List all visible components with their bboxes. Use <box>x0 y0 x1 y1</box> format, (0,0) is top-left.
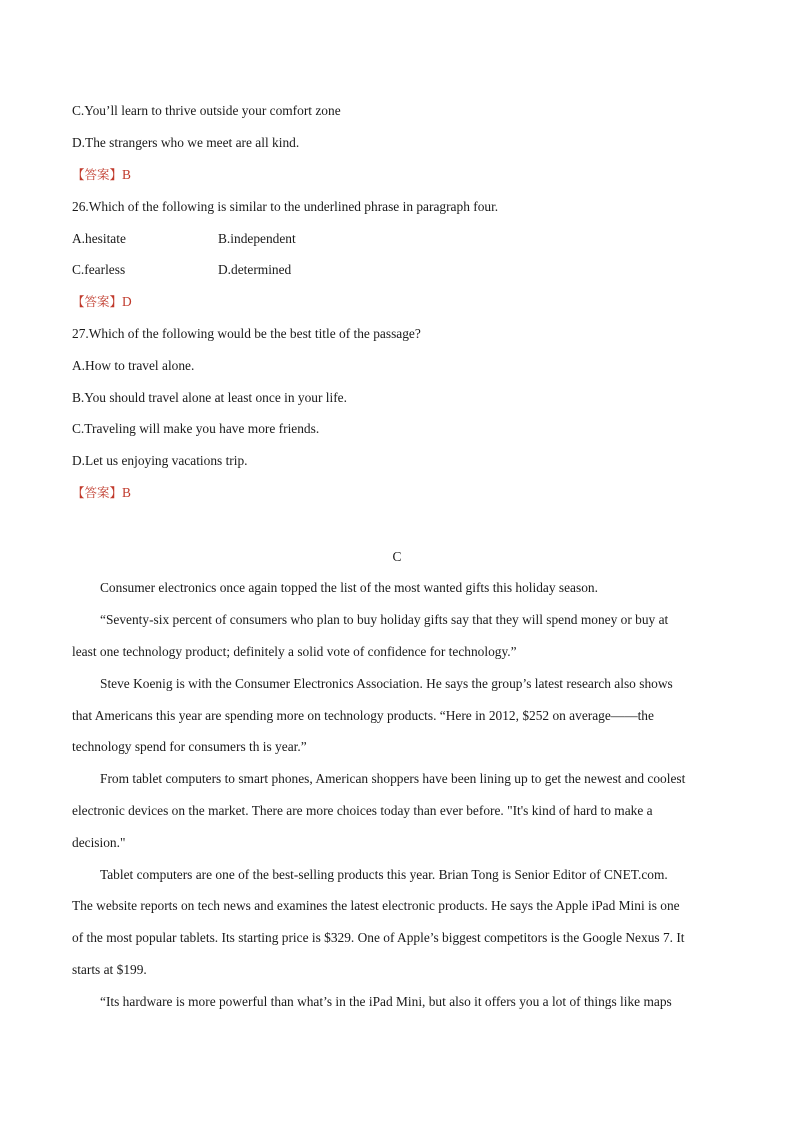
passage-line: of the most popular tablets. Its starting price is $329. One of Apple’s biggest competitors is the Google Nexus 7. It <box>72 930 685 945</box>
answer-label: 【答案】 <box>72 294 123 309</box>
q25-option-d: D.The strangers who we meet are all kind. <box>72 135 300 150</box>
q26-question: 26.Which of the following is similar to the underlined phrase in paragraph four. <box>72 199 499 214</box>
q27-option-b: B.You should travel alone at least once in your life. <box>72 390 347 405</box>
answer-label: 【答案】 <box>72 485 123 500</box>
q27-option-c: C.Traveling will make you have more friends. <box>72 421 320 436</box>
passage-line: that Americans this year are spending more on technology products. “Here in 2012, $252 on average——the <box>72 708 654 723</box>
q25-option-c: C.You’ll learn to thrive outside your comfort zone <box>72 103 341 118</box>
q26-option-c: C.fearless <box>72 262 126 277</box>
passage-line: Tablet computers are one of the best-selling products this year. Brian Tong is Senior Editor of CNET.com. <box>100 867 668 882</box>
passage-line: From tablet computers to smart phones, American shoppers have been lining up to get the newest and coolest <box>100 771 686 786</box>
passage-line: Steve Koenig is with the Consumer Electronics Association. He says the group’s latest research also shows <box>100 676 673 691</box>
passage-line: electronic devices on the market. There are more choices today than ever before. "It's kind of hard to make a <box>72 803 653 818</box>
passage-line: least one technology product; definitely a solid vote of confidence for technology.” <box>72 644 517 659</box>
q27-option-d: D.Let us enjoying vacations trip. <box>72 453 248 468</box>
q27-answer <box>72 484 131 502</box>
passage-line: The website reports on tech news and examines the latest electronic products. He says the Apple iPad Mini is one <box>72 898 680 913</box>
answer-value: B <box>122 485 131 500</box>
answer-label: 【答案】 <box>72 167 123 182</box>
q26-option-a: A.hesitate <box>72 231 126 246</box>
answer-value: B <box>122 167 131 182</box>
passage-line: “Its hardware is more powerful than what’s in the iPad Mini, but also it offers you a lot of things like maps <box>100 994 672 1009</box>
q27-question: 27.Which of the following would be the best title of the passage? <box>72 326 421 341</box>
q26-option-b: B.independent <box>218 231 296 246</box>
q26-option-d: D.determined <box>218 262 292 277</box>
q25-answer <box>72 166 131 184</box>
passage-line: Consumer electronics once again topped the list of the most wanted gifts this holiday season. <box>100 580 598 595</box>
q26-answer <box>72 293 132 311</box>
answer-value: D <box>122 294 132 309</box>
passage-line: decision." <box>72 835 126 850</box>
passage-heading: C <box>392 549 402 564</box>
q27-option-a: A.How to travel alone. <box>72 358 195 373</box>
passage-line: technology spend for consumers th is year.” <box>72 739 307 754</box>
passage-line: “Seventy-six percent of consumers who plan to buy holiday gifts say that they will spend money or buy at <box>100 612 669 627</box>
passage-line: starts at $199. <box>72 962 147 977</box>
